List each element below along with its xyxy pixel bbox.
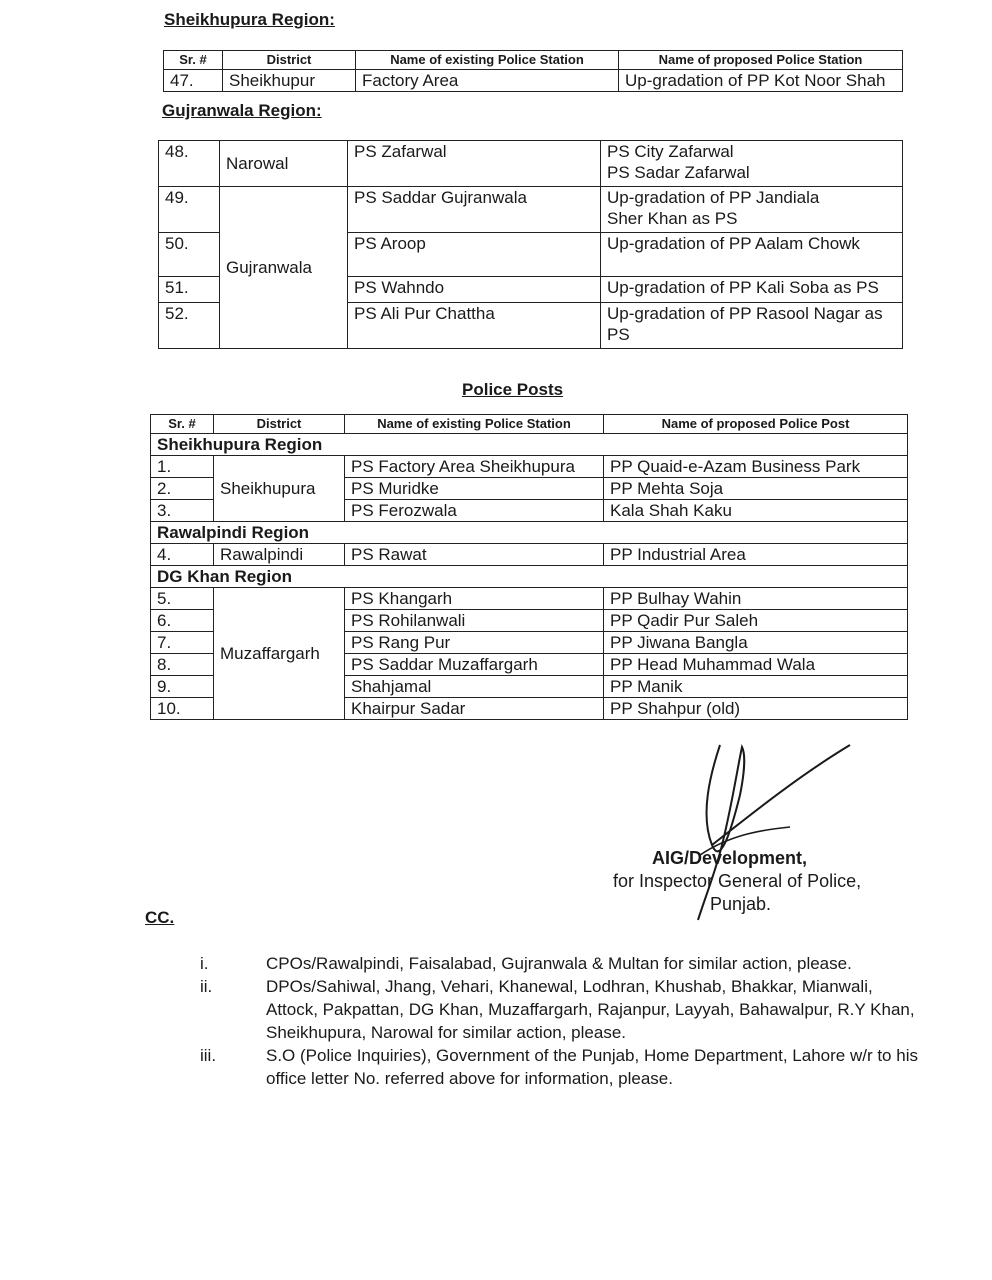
signature-title: AIG/Development, — [652, 848, 808, 868]
cell-sr: 50. — [159, 233, 220, 277]
group-label: Rawalpindi Region — [151, 522, 908, 544]
cell-proposed: PP Head Muhammad Wala — [604, 654, 908, 676]
cc-label: CC. — [145, 908, 175, 927]
cell-proposed: Up-gradation of PP Aalam Chowk — [601, 233, 903, 277]
cell-existing: PS Muridke — [345, 478, 604, 500]
header-sr: Sr. # — [151, 415, 214, 434]
cc-text: DPOs/Sahiwal, Jhang, Vehari, Khanewal, Lodhran, Khushab, Bhakkar, Mianwali, Attock, Pakpattan, DG Khan, Muzaffargarh, Rajanpur, Layyah, Bahawalpur, R.Y Khan, Sheikhupura, Narowal for similar action, please. — [266, 977, 915, 1042]
header-sr: Sr. # — [164, 51, 223, 70]
cc-number: ii. — [200, 977, 213, 996]
cell-sr: 4. — [151, 544, 214, 566]
header-existing: Name of existing Police Station — [356, 51, 619, 70]
header-proposed: Name of proposed Police Post — [604, 415, 908, 434]
cell-proposed: PP Mehta Soja — [604, 478, 908, 500]
cell-district: Narowal — [220, 141, 348, 187]
cell-proposed: PP Quaid-e-Azam Business Park — [604, 456, 908, 478]
proposed-line-1: Up-gradation of PP Jandiala — [607, 188, 820, 207]
cell-existing: PS Ferozwala — [345, 500, 604, 522]
list-item — [200, 952, 920, 975]
cell-proposed: Up-gradation of PP Kali Soba as PS — [601, 277, 903, 303]
cell-district-merged: Sheikhupura — [214, 456, 345, 522]
cell-district-merged: Muzaffargarh — [214, 588, 345, 720]
cell-proposed: PP Manik — [604, 676, 908, 698]
cell-existing: PS Rawat — [345, 544, 604, 566]
cell-proposed — [601, 187, 903, 233]
gujranwala-table — [158, 140, 903, 349]
cell-sr: 3. — [151, 500, 214, 522]
group-label: Sheikhupura Region — [151, 434, 908, 456]
cell-sr: 7. — [151, 632, 214, 654]
cell-district-merged: Gujranwala — [220, 187, 348, 349]
table-header-row — [164, 51, 903, 70]
cell-sr: 9. — [151, 676, 214, 698]
table-row — [164, 70, 903, 92]
cell-proposed: PP Qadir Pur Saleh — [604, 610, 908, 632]
header-existing: Name of existing Police Station — [345, 415, 604, 434]
table-row — [159, 187, 903, 233]
cell-existing: PS Wahndo — [348, 277, 601, 303]
cell-sr: 48. — [159, 141, 220, 187]
proposed-line-1: PS City Zafarwal — [607, 142, 734, 161]
region-heading-sheikhupura: Sheikhupura Region: — [164, 10, 335, 29]
header-district: District — [214, 415, 345, 434]
cell-sr: 47. — [164, 70, 223, 92]
region-heading-gujranwala: Gujranwala Region: — [162, 101, 322, 120]
cell-proposed: PP Jiwana Bangla — [604, 632, 908, 654]
cell-existing: PS Saddar Gujranwala — [348, 187, 601, 233]
cell-existing: PS Ali Pur Chattha — [348, 303, 601, 349]
group-row-sheikhupura — [151, 434, 908, 456]
cell-sr: 5. — [151, 588, 214, 610]
table-row — [151, 544, 908, 566]
cell-sr: 10. — [151, 698, 214, 720]
cc-text: S.O (Police Inquiries), Government of the Punjab, Home Department, Lahore w/r to his office letter No. referred above for information, please. — [266, 1046, 918, 1088]
cell-existing: PS Rang Pur — [345, 632, 604, 654]
cell-district: Sheikhupur — [223, 70, 356, 92]
header-proposed: Name of proposed Police Station — [619, 51, 903, 70]
table-row — [159, 141, 903, 187]
cell-proposed: Up-gradation of PP Rasool Nagar as PS — [601, 303, 903, 349]
cell-existing: PS Zafarwal — [348, 141, 601, 187]
cc-list — [200, 952, 920, 1090]
list-item — [200, 975, 920, 1044]
cell-existing: Factory Area — [356, 70, 619, 92]
cc-text: CPOs/Rawalpindi, Faisalabad, Gujranwala & Multan for similar action, please. — [266, 954, 852, 973]
cell-proposed: PP Industrial Area — [604, 544, 908, 566]
cell-existing: Khairpur Sadar — [345, 698, 604, 720]
table-row — [151, 456, 908, 478]
cell-sr: 52. — [159, 303, 220, 349]
cell-existing: PS Saddar Muzaffargarh — [345, 654, 604, 676]
signature-line-2: for Inspector General of Police, — [613, 871, 862, 891]
proposed-line-2: Sher Khan as PS — [607, 209, 738, 228]
cell-existing: PS Aroop — [348, 233, 601, 277]
list-item — [200, 1044, 920, 1090]
cc-number: iii. — [200, 1046, 217, 1065]
cell-sr: 8. — [151, 654, 214, 676]
proposed-line-2: PS Sadar Zafarwal — [607, 163, 750, 182]
table-header-row — [151, 415, 908, 434]
cell-proposed: Kala Shah Kaku — [604, 500, 908, 522]
cell-sr: 49. — [159, 187, 220, 233]
cc-number: i. — [200, 954, 209, 973]
group-row-dg-khan — [151, 566, 908, 588]
cell-existing: PS Factory Area Sheikhupura — [345, 456, 604, 478]
group-row-rawalpindi — [151, 522, 908, 544]
cell-sr: 51. — [159, 277, 220, 303]
cell-proposed: PP Bulhay Wahin — [604, 588, 908, 610]
cell-sr: 6. — [151, 610, 214, 632]
table-row — [151, 588, 908, 610]
cell-existing: PS Khangarh — [345, 588, 604, 610]
cell-district: Rawalpindi — [214, 544, 345, 566]
section-heading-police-posts: Police Posts — [462, 380, 564, 399]
police-posts-table — [150, 414, 908, 720]
cell-existing: Shahjamal — [345, 676, 604, 698]
cell-proposed: Up-gradation of PP Kot Noor Shah — [619, 70, 903, 92]
signature-line-3: Punjab. — [710, 894, 772, 914]
sheikhupura-table — [163, 50, 903, 92]
cell-existing: PS Rohilanwali — [345, 610, 604, 632]
cell-proposed: PP Shahpur (old) — [604, 698, 908, 720]
cell-sr: 1. — [151, 456, 214, 478]
signature-scribble-icon — [660, 735, 920, 925]
cell-proposed — [601, 141, 903, 187]
header-district: District — [223, 51, 356, 70]
cell-sr: 2. — [151, 478, 214, 500]
group-label: DG Khan Region — [151, 566, 908, 588]
